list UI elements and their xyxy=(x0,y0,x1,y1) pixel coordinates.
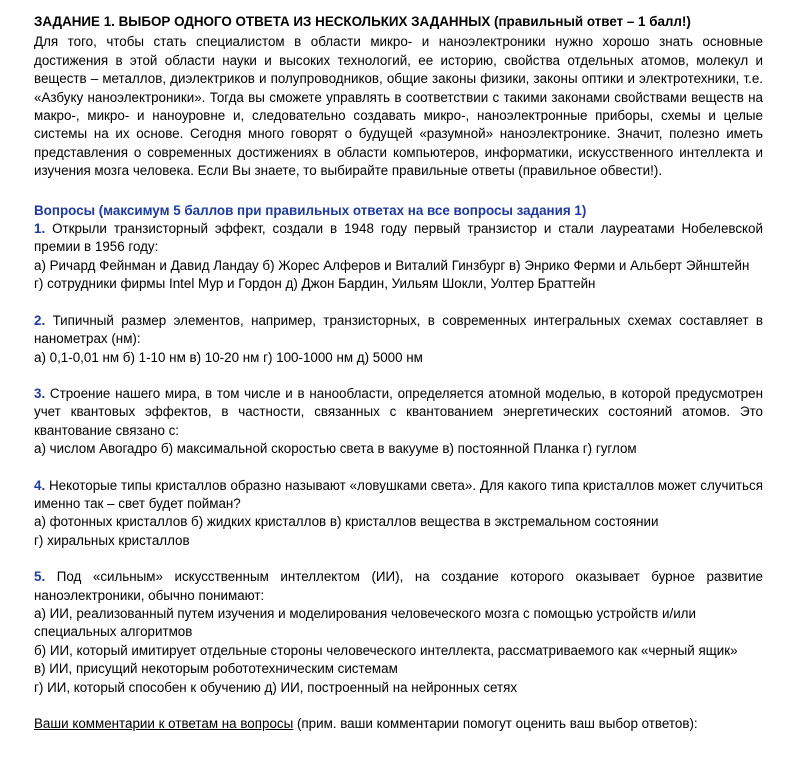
question-text xyxy=(34,312,763,349)
question-body: Типичный размер элементов, например, транзисторных, в современных интегральных схемах составляет в нанометрах (нм): xyxy=(34,312,763,347)
answer-line: в) ИИ, присущий некоторым робототехническим системам xyxy=(34,661,398,677)
question-body: Некоторые типы кристаллов образно называют «ловушками света». Для какого типа кристаллов может случиться именно так – свет будет пойман? xyxy=(34,477,763,511)
question-number: 1. xyxy=(34,221,46,237)
comments-line xyxy=(34,715,763,733)
questions-list xyxy=(34,220,763,697)
question-number: 5. xyxy=(34,569,46,585)
question-3 xyxy=(34,385,763,459)
question-text xyxy=(34,385,763,440)
question-number: 2. xyxy=(34,312,46,328)
question-text xyxy=(34,220,763,257)
answer-line: а) числом Авогадро б) максимальной скоростью света в вакууме в) постоянной Планка г) гуглом xyxy=(34,441,637,457)
question-2 xyxy=(34,312,763,367)
question-4 xyxy=(34,477,763,551)
intro-paragraph: Для того, чтобы стать специалистом в области микро- и наноэлектроники нужно хорошо знать основные достижения в этой области науки и высоких технологий, ее историю, свойства отдельных атомов, молекул и веществ – металлов, диэлектриков и полупроводников, общие законы физики, законы оптики и электротехники, т.е. «Азбуку наноэлектроники». Тогда вы сможете управлять в соответствии с такими законами свойствами веществ на макро-, микро- и наноуровне и, следовательно создавать микро-, наноэлектронные приборы, схемы и целые системы на их основе. Сегодня много говорят о будущей «разумной» наноэлектронике. Значит, полезно иметь представления о современных достижениях в области компьютеров, информатики, искусственного интеллекта и изучения мозга человека. Если Вы знаете, то выбирайте правильные ответы (правильное обвести!). xyxy=(34,34,763,179)
answer-line: г) сотрудники фирмы Intel Мур и Гордон д) Джон Бардин, Уильям Шокли, Уолтер Браттейн xyxy=(34,276,596,292)
answer-line: а) 0,1-0,01 нм б) 1-10 нм в) 10-20 нм г) 100-1000 нм д) 5000 нм xyxy=(34,349,423,365)
comments-label: Ваши комментарии к ответам на вопросы xyxy=(34,716,294,731)
answer-line: б) ИИ, который имитирует отдельные стороны человеческого интеллекта, рассматриваемого как «черный ящик» xyxy=(34,642,738,658)
question-number: 3. xyxy=(34,385,46,401)
answer-line: г) хиральных кристаллов xyxy=(34,532,190,548)
answer-line: а) Ричард Фейнман и Давид Ландау б) Жорес Алферов и Виталий Гинзбург в) Энрико Ферми и Альберт Эйнштейн xyxy=(34,257,750,273)
task-title: ЗАДАНИЕ 1. ВЫБОР ОДНОГО ОТВЕТА ИЗ НЕСКОЛЬКИХ ЗАДАННЫХ (правильный ответ – 1 балл!) xyxy=(34,14,691,29)
answer-line: а) ИИ, реализованный путем изучения и моделирования человеческого мозга с помощью устройств и/или специальных алгоритмов xyxy=(34,605,696,640)
question-5 xyxy=(34,568,763,697)
question-text xyxy=(34,568,763,605)
question-text xyxy=(34,477,763,514)
comments-note: (прим. ваши комментарии помогут оценить ваш выбор ответов): xyxy=(293,716,698,731)
question-1 xyxy=(34,220,763,294)
question-body: Строение нашего мира, в том числе и в нанообласти, определяется атомной моделью, в которой предусмотрен учет квантовых эффектов, в частности, связанных с квантованием энергетических состояний атомов. Это квантование связано с: xyxy=(34,385,763,438)
question-number: 4. xyxy=(34,477,46,493)
answer-line: а) фотонных кристаллов б) жидких кристаллов в) кристаллов вещества в экстремальном состоянии xyxy=(34,514,659,530)
questions-header: Вопросы (максимум 5 баллов при правильных ответах на все вопросы задания 1) xyxy=(34,202,587,218)
question-body: Открыли транзисторный эффект, создали в 1948 году первый транзистор и стали лауреатами Нобелевской премии в 1956 году: xyxy=(34,221,763,255)
question-body: Под «сильным» искусственным интеллектом (ИИ), на создание которого оказывает бурное развитие наноэлектроники, обычно понимают: xyxy=(34,569,763,603)
answer-line: г) ИИ, который способен к обучению д) ИИ, построенный на нейронных сетях xyxy=(34,679,518,695)
